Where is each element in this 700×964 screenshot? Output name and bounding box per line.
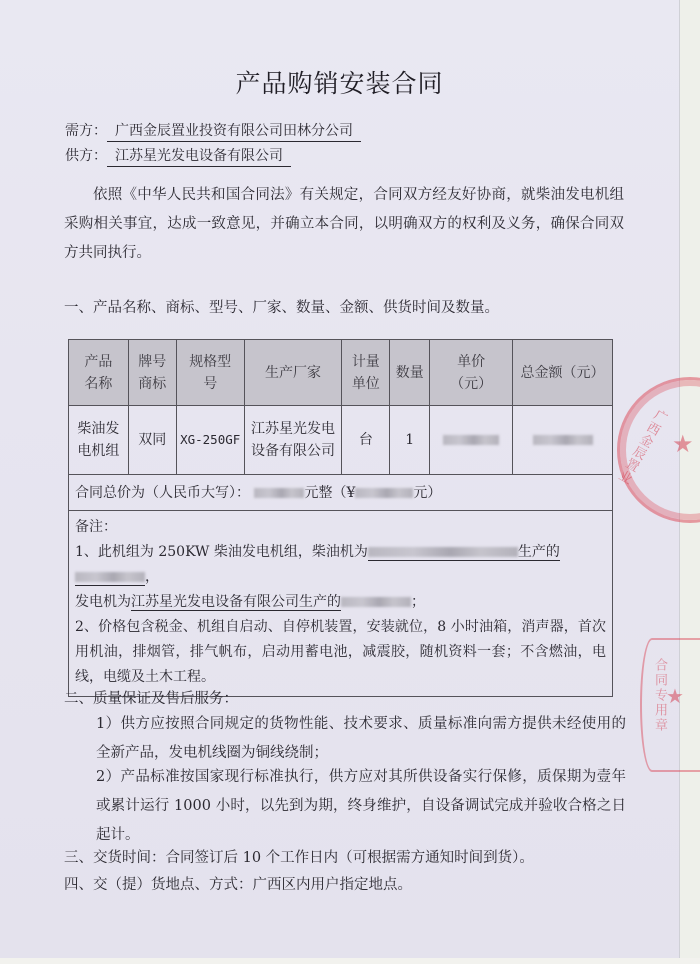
notes-row xyxy=(69,511,613,697)
header-model: 规格型 号 xyxy=(176,340,244,406)
total-label: 合同总价为（人民币大写）： xyxy=(75,484,250,501)
seller-label: 供方： xyxy=(65,148,107,164)
section2-item-1: 1）供方应按照合同规定的货物性能、技术要求、质量标准向需方提供未经使用的全新产品，发电机线圈为铜线绕制； xyxy=(96,716,626,761)
section3-delivery-time: 三、交货时间：合同签订后 10 个工作日内（可根据需方通知时间到货）。 xyxy=(64,850,534,866)
scanner-edge-bottom xyxy=(0,958,700,964)
total-suffix: 元） xyxy=(413,484,442,501)
buyer-label: 需方： xyxy=(65,123,107,139)
header-total-amount: 总金额（元） xyxy=(513,340,613,406)
redacted-total-number xyxy=(355,488,413,498)
cell-product-name: 柴油发 电机组 xyxy=(69,406,129,475)
cell-quantity: 1 xyxy=(390,406,430,475)
seller-name: 江苏星光发电设备有限公司 xyxy=(107,145,291,167)
contract-total-row xyxy=(69,475,613,511)
cell-total-amount-redacted xyxy=(513,406,613,475)
notes-label: 备注： xyxy=(75,519,117,535)
header-manufacturer: 生产厂家 xyxy=(244,340,342,406)
note-item-2: 2、价格包含税金、机组自启动、自停机装置，安装就位，8 小时油箱，消声器，首次用机油，排烟管，排气帆布，启动用蓄电池，减震胶，随机资料一套；不含燃油，电线，电缆及土木工程。 xyxy=(75,619,606,685)
cell-brand: 双同 xyxy=(128,406,176,475)
buyer-line xyxy=(65,120,361,142)
section1-heading: 一、产品名称、商标、型号、厂家、数量、金额、供货时间及数量。 xyxy=(64,300,499,316)
redacted-total-amount xyxy=(533,435,593,445)
notes-cell xyxy=(69,511,613,697)
redacted-generator-model xyxy=(341,597,411,607)
cell-manufacturer: 江苏星光发电 设备有限公司 xyxy=(244,406,342,475)
goods-table xyxy=(68,339,613,697)
table-header-row xyxy=(69,340,613,406)
cell-unit-price-redacted xyxy=(430,406,513,475)
cell-unit: 台 xyxy=(342,406,390,475)
seal-star-icon: ★ xyxy=(666,684,684,708)
redacted-total-words xyxy=(254,488,304,498)
cell-model: XG-250GF xyxy=(176,406,244,475)
header-brand: 牌号 商标 xyxy=(128,340,176,406)
buyer-name: 广西金辰置业投资有限公司田林分公司 xyxy=(107,120,361,142)
header-product-name: 产品 名称 xyxy=(69,340,129,406)
document-title: 产品购销安装合同 xyxy=(235,69,444,98)
redacted-engine-model xyxy=(75,572,145,582)
contract-seal-stamp: 合同专用章 ★ xyxy=(640,638,700,772)
header-unit-price: 单价 （元） xyxy=(430,340,513,406)
seal-star-icon: ★ xyxy=(672,430,694,458)
buyer-seal-stamp: 广西金辰置业 ★ xyxy=(617,377,700,523)
section4-delivery-place: 四、交（提）货地点、方式：广西区内用户指定地点。 xyxy=(64,877,412,893)
redacted-unit-price xyxy=(443,435,499,445)
intro-paragraph: 依照《中华人民共和国合同法》有关规定，合同双方经友好协商，就柴油发电机组采购相关事宜，达成一致意见，并确立本合同，以明确双方的权利及义务，确保合同双方共同执行。 xyxy=(64,187,624,261)
section2-heading: 二、质量保证及售后服务： xyxy=(64,691,238,707)
seller-line xyxy=(65,145,291,167)
note-item-1-cont: 发电机为江苏星光发电设备有限公司生产的 ； xyxy=(75,594,425,610)
header-quantity: 数量 xyxy=(390,340,430,406)
note-item-1: 1、此机组为 250KW 柴油发电机组，柴油机为 生产的， xyxy=(75,544,560,585)
redacted-engine-maker xyxy=(368,547,518,557)
contract-total-cell xyxy=(69,475,613,511)
table-row xyxy=(69,406,613,475)
total-mid: 元整（¥ xyxy=(304,484,356,501)
section2-item-2: 2）产品标准按国家现行标准执行，供方应对其所供设备实行保修，质保期为壹年或累计运行 1000 小时，以先到为期，终身维护，自设备调试完成并验收合格之日起计。 xyxy=(96,769,626,843)
header-unit: 计量 单位 xyxy=(342,340,390,406)
